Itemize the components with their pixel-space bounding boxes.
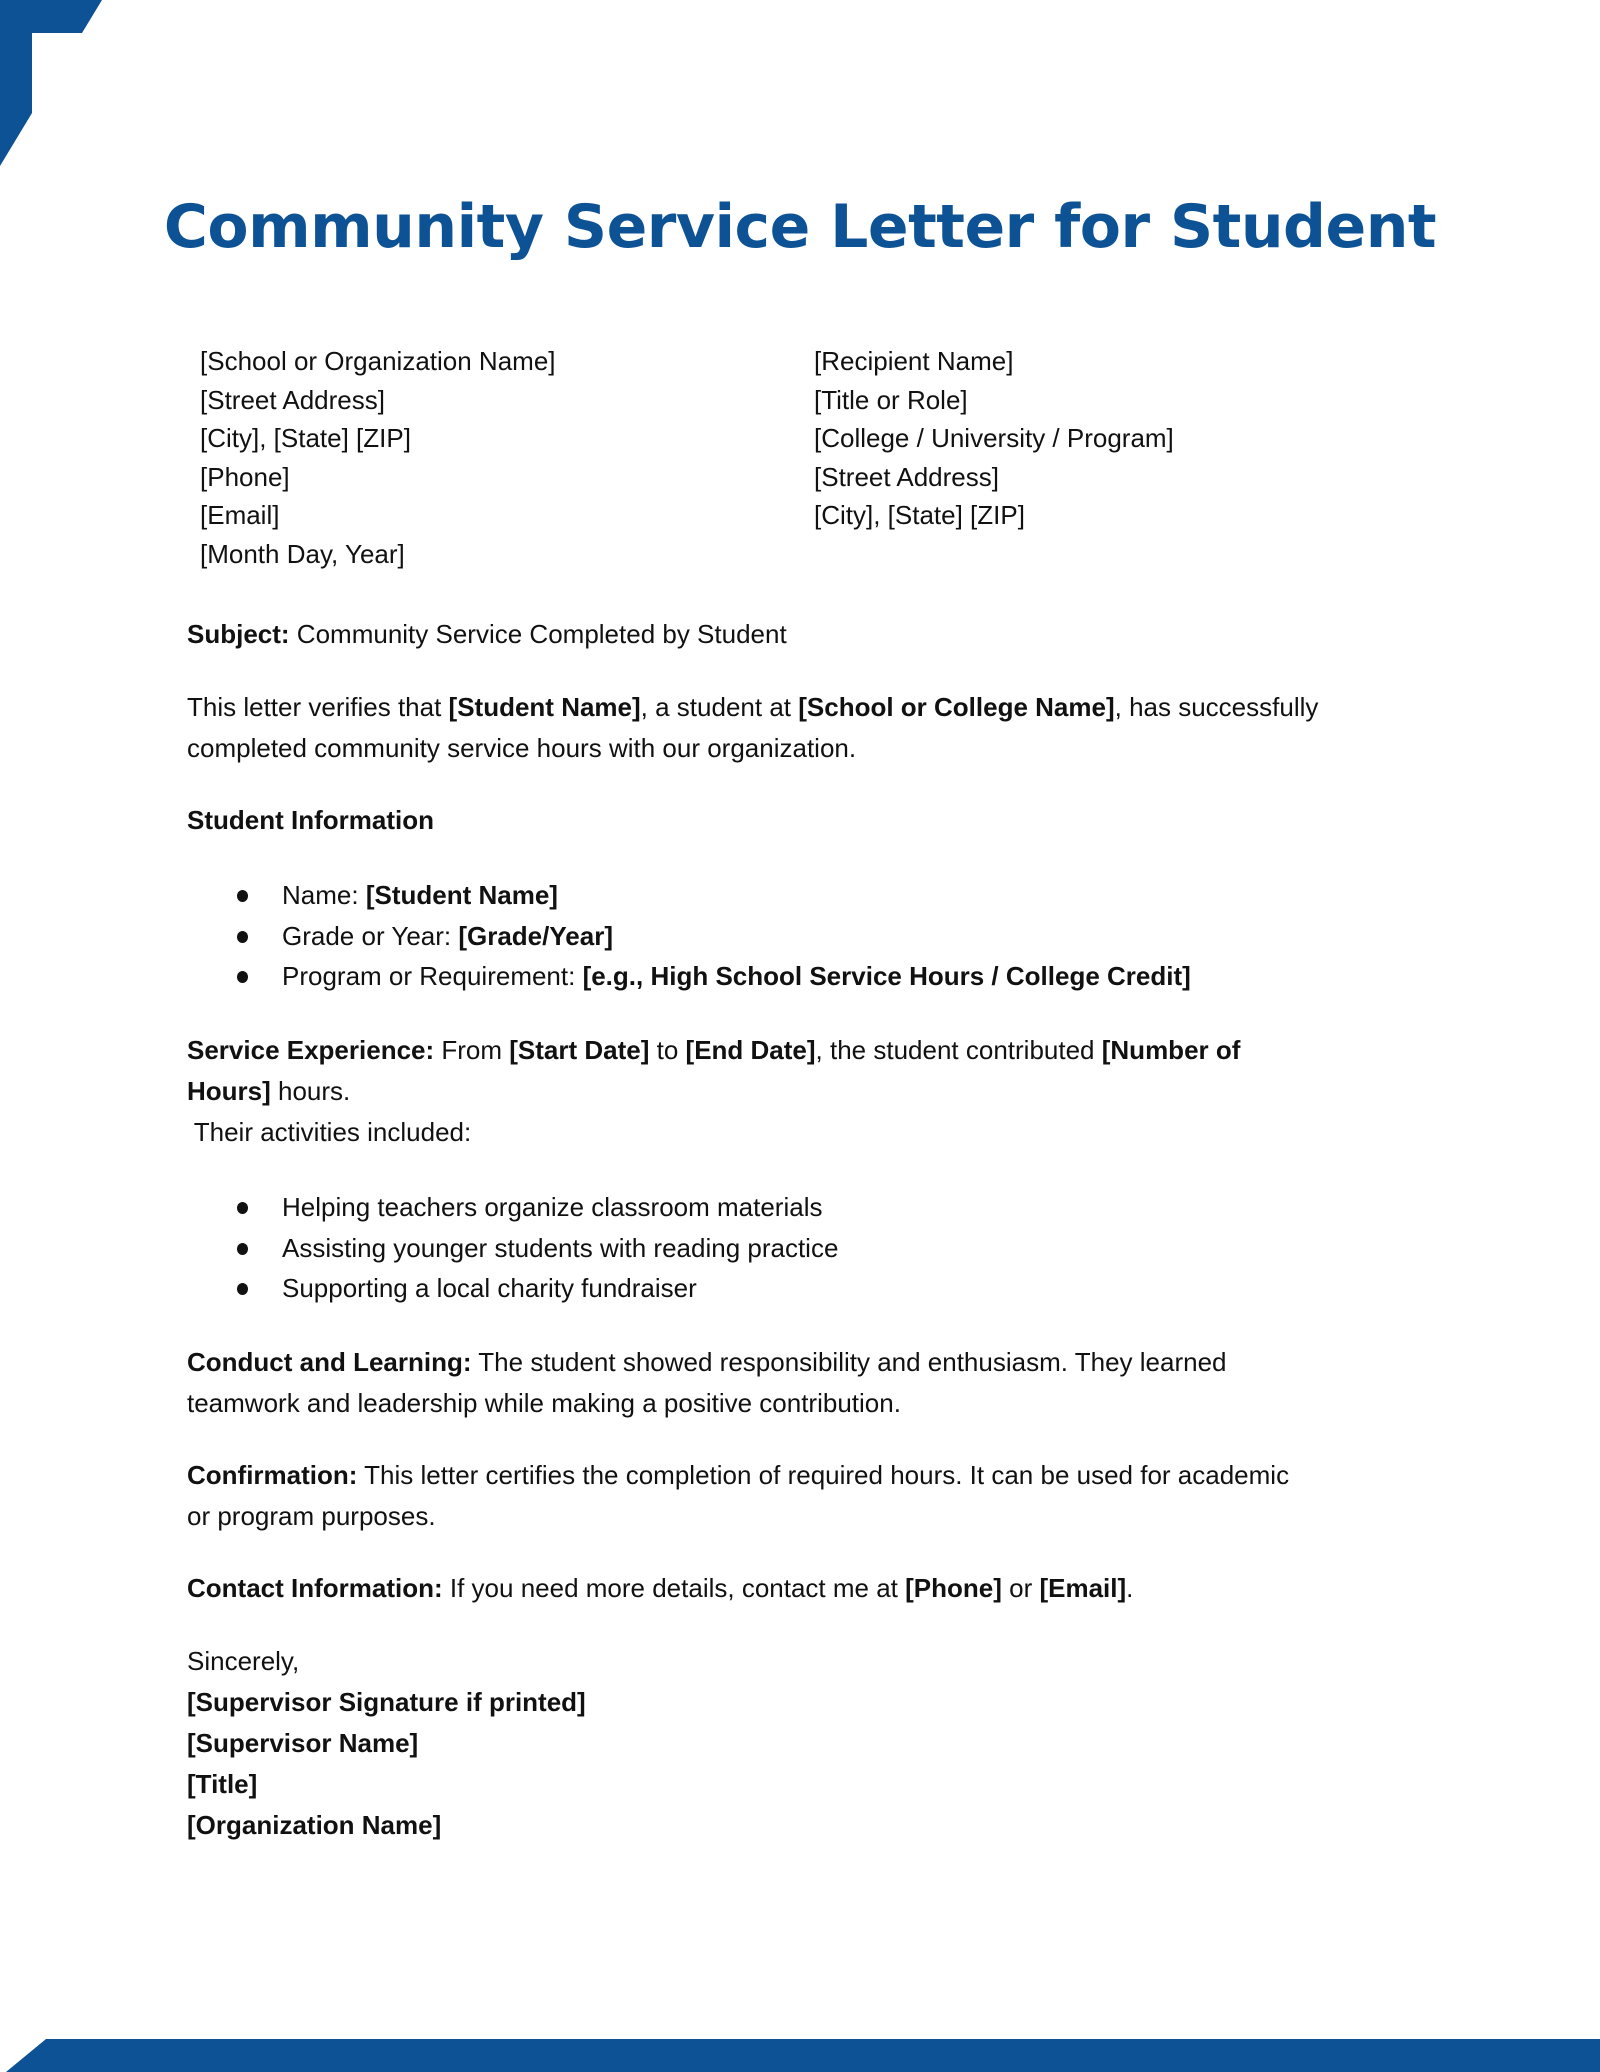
service-line-2 xyxy=(187,1071,350,1112)
list-item xyxy=(187,956,1191,997)
activities-intro: Their activities included: xyxy=(187,1117,472,1147)
list-item xyxy=(187,1268,838,1309)
sender-city-state-zip: [City], [State] [ZIP] xyxy=(200,423,411,453)
sender-street: [Street Address] xyxy=(200,384,385,415)
recipient-address-block xyxy=(814,342,1174,535)
service-label: Service Experience: xyxy=(187,1035,435,1065)
recipient-title: [Title or Role] xyxy=(814,384,968,415)
student-info-heading-text: Student Information xyxy=(187,805,434,835)
intro-text: , has successfully xyxy=(1114,692,1319,722)
list-item xyxy=(187,1228,838,1269)
closing-salutation: Sincerely, xyxy=(187,1646,300,1676)
service-text: , the student contributed xyxy=(815,1035,1102,1065)
confirmation-line-2: or program purposes. xyxy=(187,1501,436,1531)
service-text: to xyxy=(649,1035,686,1065)
contact-text: . xyxy=(1126,1573,1134,1603)
conduct-label: Conduct and Learning: xyxy=(187,1347,472,1377)
service-text: hours. xyxy=(270,1076,351,1106)
bullet-icon xyxy=(237,1283,248,1295)
recipient-institution: [College / University / Program] xyxy=(814,423,1174,453)
item-label: Name: xyxy=(282,880,366,910)
activity-text: Supporting a local charity fundraiser xyxy=(282,1273,697,1303)
intro-line-1 xyxy=(187,687,1318,728)
end-date: [End Date] xyxy=(685,1035,816,1065)
list-item xyxy=(187,1187,838,1228)
item-value: [e.g., High School Service Hours / College Credit] xyxy=(582,961,1191,991)
corner-decoration xyxy=(0,0,110,170)
sender-email: [Email] xyxy=(200,500,280,530)
sender-address-block xyxy=(200,342,556,573)
supervisor-title-line xyxy=(187,1764,257,1805)
service-text: From xyxy=(434,1035,510,1065)
sender-phone: [Phone] xyxy=(200,461,290,492)
organization-name: [Organization Name] xyxy=(187,1810,442,1840)
confirmation-text: This letter certifies the completion of required hours. It can be used for academic xyxy=(357,1460,1290,1490)
supervisor-title: [Title] xyxy=(187,1769,258,1799)
supervisor-name: [Supervisor Name] xyxy=(187,1728,419,1758)
item-label: Program or Requirement: xyxy=(282,961,583,991)
conduct-line-1 xyxy=(187,1342,1227,1383)
bullet-icon xyxy=(237,971,248,983)
page-title: Community Service Letter for Student xyxy=(163,192,1437,262)
footer-bar xyxy=(0,2039,1600,2072)
bullet-icon xyxy=(237,1202,248,1214)
bullet-icon xyxy=(237,1243,248,1255)
contact-phone: [Phone] xyxy=(905,1573,1002,1603)
signature-placeholder: [Supervisor Signature if printed] xyxy=(187,1687,586,1717)
subject-line xyxy=(187,614,787,655)
intro-school-name: [School or College Name] xyxy=(798,692,1115,722)
list-item xyxy=(187,916,1191,957)
signature-line xyxy=(187,1682,586,1723)
activity-text: Assisting younger students with reading practice xyxy=(282,1232,839,1263)
intro-line-2: completed community service hours with our organization. xyxy=(187,733,857,763)
contact-label: Contact Information: xyxy=(187,1573,443,1603)
recipient-city-state-zip: [City], [State] [ZIP] xyxy=(814,500,1025,530)
letter-date: [Month Day, Year] xyxy=(200,538,405,569)
conduct-line-2: teamwork and leadership while making a positive contribution. xyxy=(187,1388,901,1418)
activity-text: Helping teachers organize classroom materials xyxy=(282,1192,823,1222)
hours-count: [Number of xyxy=(1101,1035,1241,1065)
student-info-heading xyxy=(187,800,434,841)
intro-text: , a student at xyxy=(640,692,799,722)
hours-count-cont: Hours] xyxy=(187,1076,271,1106)
bullet-icon xyxy=(237,890,248,902)
bullet-icon xyxy=(237,931,248,943)
intro-student-name: [Student Name] xyxy=(448,692,641,722)
item-value: [Grade/Year] xyxy=(458,920,613,951)
confirmation-label: Confirmation: xyxy=(187,1460,358,1490)
activities-list xyxy=(187,1187,838,1309)
start-date: [Start Date] xyxy=(509,1035,650,1065)
contact-text: If you need more details, contact me at xyxy=(442,1573,906,1603)
item-value: [Student Name] xyxy=(365,880,558,910)
contact-line xyxy=(187,1568,1133,1609)
sender-organization: [School or Organization Name] xyxy=(200,346,556,376)
item-label: Grade or Year: xyxy=(282,920,459,951)
confirmation-line-1 xyxy=(187,1455,1289,1496)
supervisor-name-line xyxy=(187,1723,418,1764)
contact-email: [Email] xyxy=(1039,1573,1127,1603)
intro-text: This letter verifies that xyxy=(187,692,449,722)
contact-text: or xyxy=(1001,1573,1040,1603)
conduct-text: The student showed responsibility and enthusiasm. They learned xyxy=(471,1347,1227,1377)
organization-name-line xyxy=(187,1805,441,1846)
subject-label: Subject: xyxy=(187,619,290,649)
recipient-street: [Street Address] xyxy=(814,461,999,492)
service-line-1 xyxy=(187,1030,1240,1071)
recipient-name: [Recipient Name] xyxy=(814,346,1014,376)
list-item xyxy=(187,875,1191,916)
student-info-list xyxy=(187,875,1191,997)
subject-text: Community Service Completed by Student xyxy=(289,619,787,649)
